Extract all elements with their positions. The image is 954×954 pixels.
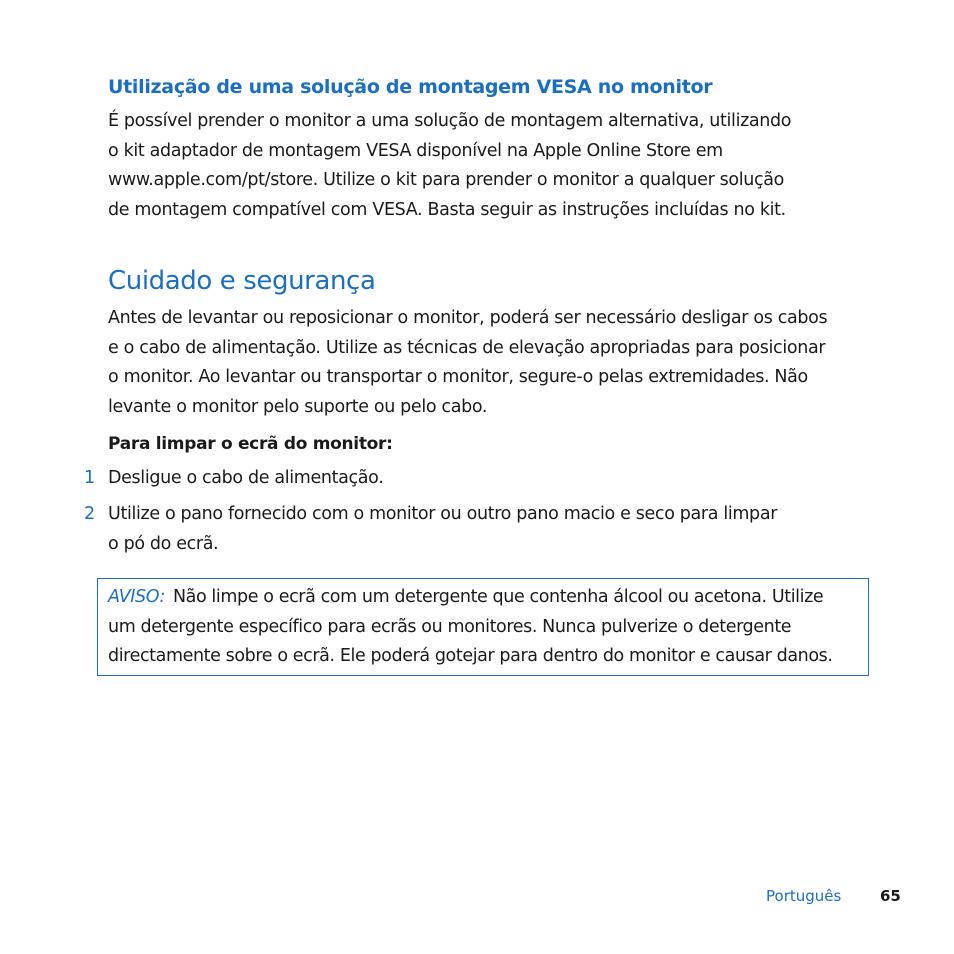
warning-line-text: Não limpe o ecrã com um detergente que contenha álcool ou acetona. Utilize (172, 587, 824, 607)
step-number: 2 (84, 504, 96, 524)
warning-line: um detergente específico para ecrãs ou monitores. Nunca pulverize o detergente (108, 616, 792, 637)
warning-box (97, 578, 869, 676)
paragraph-line: É possível prender o monitor a uma solução de montagem alternativa, utilizando (108, 111, 792, 131)
warning-line (108, 583, 833, 613)
step-line: Utilize o pano fornecido com o monitor ou outro pano macio e seco para limpar (108, 504, 778, 524)
paragraph-line: www.apple.com/pt/store. Utilize o kit para prender o monitor a qualquer solução (108, 170, 785, 190)
paragraph-line: o kit adaptador de montagem VESA disponível na Apple Online Store em (108, 140, 723, 161)
warning-label: AVISO: (108, 587, 165, 607)
section-heading-care: Cuidado e segurança (108, 266, 376, 296)
step-line: Desligue o cabo de alimentação. (108, 468, 384, 488)
footer-language: Português (766, 887, 842, 905)
section-subheading-vesa: Utilização de uma solução de montagem VESA no monitor (108, 76, 713, 98)
page-number: 65 (880, 887, 901, 905)
paragraph-line: de montagem compatível com VESA. Basta seguir as instruções incluídas no kit. (108, 199, 786, 220)
step-line: o pó do ecrã. (108, 533, 219, 554)
cleaning-list-title: Para limpar o ecrã do monitor: (108, 434, 393, 454)
step-text (108, 464, 383, 494)
paragraph-line: o monitor. Ao levantar ou transportar o monitor, segure-o pelas extremidades. Não (108, 367, 808, 387)
warning-text (108, 583, 833, 672)
step-text (108, 500, 777, 559)
step-number: 1 (84, 468, 96, 488)
vesa-paragraph (108, 107, 791, 225)
warning-line: directamente sobre o ecrã. Ele poderá gotejar para dentro do monitor e causar danos. (108, 646, 833, 666)
paragraph-line: levante o monitor pelo suporte ou pelo cabo. (108, 396, 488, 417)
paragraph-line: e o cabo de alimentação. Utilize as técnicas de elevação apropriadas para posicionar (108, 337, 826, 358)
care-paragraph (108, 304, 827, 422)
paragraph-line: Antes de levantar ou reposicionar o monitor, poderá ser necessário desligar os cabos (108, 308, 828, 328)
